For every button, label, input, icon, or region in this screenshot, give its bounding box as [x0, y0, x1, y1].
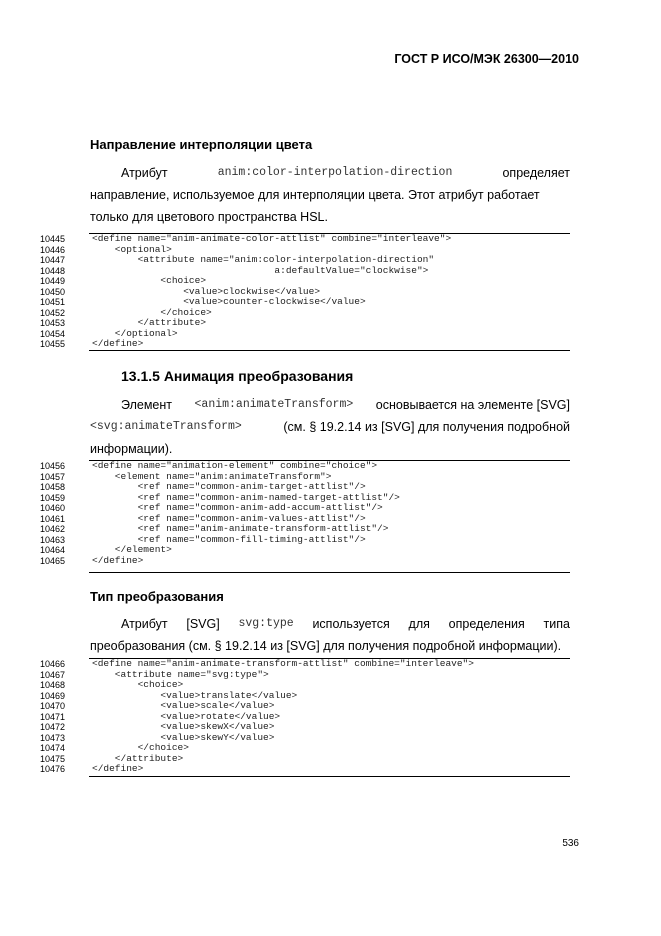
code-line [40, 276, 570, 287]
section-title-color-interpolation: Направление интерполяции цвета [90, 137, 313, 152]
code-text: </optional> [92, 327, 178, 339]
line-number: 10469 [40, 690, 66, 701]
code-text: <ref name="anim-animate-transform-attlist"/> [92, 523, 389, 534]
paragraph-transform-type [90, 613, 570, 657]
code-text: <define name="anim-animate-transform-attlist" combine="interleave"> [92, 658, 474, 669]
code-listing-2 [40, 460, 570, 573]
line-number: 10467 [40, 669, 66, 680]
line-number: 10448 [40, 265, 66, 276]
code-line [40, 461, 570, 472]
code-text: <value>skewX</value> [92, 721, 275, 732]
code-listing-3 [40, 658, 570, 777]
line-number: 10474 [40, 743, 66, 753]
code-line [40, 503, 570, 514]
code-text: <ref name="common-anim-values-attlist"/> [92, 512, 366, 524]
code-text: </define> [92, 554, 144, 566]
code-line [40, 743, 570, 754]
code-text: <attribute name="svg:type"> [92, 668, 269, 680]
word: Атрибут [121, 166, 168, 180]
line-number: 10451 [40, 297, 66, 307]
word: определяет [502, 166, 570, 180]
code-text: <define name="anim-animate-color-attlist" combine="interleave"> [92, 233, 452, 244]
code-listing-1 [40, 233, 570, 351]
code-line [40, 659, 570, 670]
code-line [40, 556, 570, 567]
code-line [40, 297, 570, 308]
paragraph-line [90, 416, 570, 438]
code-text: </attribute> [92, 317, 207, 328]
inline-code: anim:color-interpolation-direction [217, 166, 453, 179]
code-text: <ref name="common-anim-add-accum-attlist"/> [92, 502, 383, 513]
line-number: 10454 [40, 328, 66, 339]
section-title-transform-animation: 13.1.5 Анимация преобразования [121, 368, 354, 384]
code-text: <value>counter-clockwise</value> [92, 296, 366, 307]
code-lines [40, 460, 570, 566]
paragraph-line: направление, используемое для интерполяции цвета. Этот атрибут работает [90, 188, 540, 202]
code-text: <value>rotate</value> [92, 710, 281, 722]
code-line [40, 318, 570, 329]
line-number: 10447 [40, 255, 66, 265]
code-text: a:defaultValue="clockwise"> [92, 264, 429, 276]
code-text: <choice> [92, 679, 184, 690]
line-number: 10463 [40, 534, 66, 545]
paragraph-line [90, 394, 570, 416]
word: типа [543, 617, 570, 631]
code-bottom-rule [89, 572, 570, 573]
line-number: 10476 [40, 764, 66, 774]
word: Элемент [121, 398, 172, 412]
code-text: </choice> [92, 306, 212, 318]
line-number: 10470 [40, 701, 66, 711]
line-number: 10456 [40, 461, 66, 471]
line-number: 10475 [40, 753, 66, 764]
code-text: <choice> [92, 275, 207, 286]
code-text: <define name="animation-element" combine="choice"> [92, 460, 378, 471]
code-text: <value>skewY</value> [92, 731, 275, 743]
section-title-transform-type: Тип преобразования [90, 589, 224, 604]
code-line [40, 234, 570, 245]
code-text: </define> [92, 338, 144, 349]
line-number: 10445 [40, 234, 66, 244]
word: определения [448, 617, 525, 631]
code-text: <ref name="common-anim-named-target-attlist"/> [92, 491, 400, 503]
code-line [40, 339, 570, 350]
line-number: 10457 [40, 471, 66, 482]
code-line [40, 482, 570, 493]
code-line [40, 680, 570, 691]
word: [SVG] [186, 617, 220, 631]
line-number: 10449 [40, 276, 66, 286]
line-number: 10462 [40, 524, 66, 534]
code-line [40, 722, 570, 733]
text: (см. § 19.2.14 из [SVG] для получения подробной [283, 420, 570, 434]
code-lines [40, 233, 570, 350]
line-number: 10465 [40, 555, 66, 566]
text: основывается на элементе [SVG] [375, 398, 570, 412]
line-number: 10458 [40, 482, 66, 492]
line-number: 10461 [40, 513, 66, 524]
paragraph-line [90, 613, 570, 635]
code-lines [40, 658, 570, 775]
code-text: <value>translate</value> [92, 689, 298, 701]
line-number: 10472 [40, 722, 66, 732]
code-bottom-rule [89, 350, 570, 351]
line-number: 10473 [40, 732, 66, 743]
code-bottom-rule [89, 776, 570, 777]
code-text: <value>clockwise</value> [92, 285, 321, 297]
code-text: </element> [92, 544, 172, 555]
paragraph-line [90, 162, 570, 184]
code-text: <ref name="common-anim-target-attlist"/> [92, 481, 366, 492]
code-line [40, 545, 570, 556]
code-text: <element name="anim:animateTransform"> [92, 470, 332, 482]
paragraph-line: преобразования (см. § 19.2.14 из [SVG] для получения подробной информации). [90, 639, 562, 653]
line-number: 10459 [40, 492, 66, 503]
paragraph-color-interpolation [90, 162, 570, 228]
code-text: </define> [92, 763, 144, 774]
line-number: 10455 [40, 339, 66, 349]
code-text: <ref name="common-fill-timing-attlist"/> [92, 533, 366, 545]
code-text: <attribute name="anim:color-interpolation-direction" [92, 254, 435, 265]
line-number: 10446 [40, 244, 66, 255]
code-line [40, 255, 570, 266]
line-number: 10453 [40, 318, 66, 328]
document-header: ГОСТ Р ИСО/МЭК 26300—2010 [394, 52, 579, 66]
inline-code: <svg:animateTransform> [90, 420, 242, 433]
code-text: </attribute> [92, 752, 184, 764]
code-text: </choice> [92, 742, 189, 753]
word: Атрибут [121, 617, 168, 631]
code-text: <value>scale</value> [92, 700, 275, 711]
line-number: 10464 [40, 545, 66, 555]
line-number: 10450 [40, 286, 66, 297]
code-line [40, 701, 570, 712]
page-number: 536 [562, 838, 579, 849]
line-number: 10460 [40, 503, 66, 513]
word: используется [312, 617, 390, 631]
code-line [40, 764, 570, 775]
line-number: 10452 [40, 307, 66, 318]
paragraph-line: информации). [90, 442, 173, 456]
code-line [40, 524, 570, 535]
paragraph-line: только для цветового пространства HSL. [90, 210, 328, 224]
inline-code: svg:type [238, 617, 294, 630]
paragraph-transform-animation [90, 394, 570, 460]
inline-code: <anim:animateTransform> [194, 398, 354, 411]
word: для [408, 617, 430, 631]
line-number: 10468 [40, 680, 66, 690]
code-text: <optional> [92, 243, 172, 255]
line-number: 10471 [40, 711, 66, 722]
line-number: 10466 [40, 659, 66, 669]
